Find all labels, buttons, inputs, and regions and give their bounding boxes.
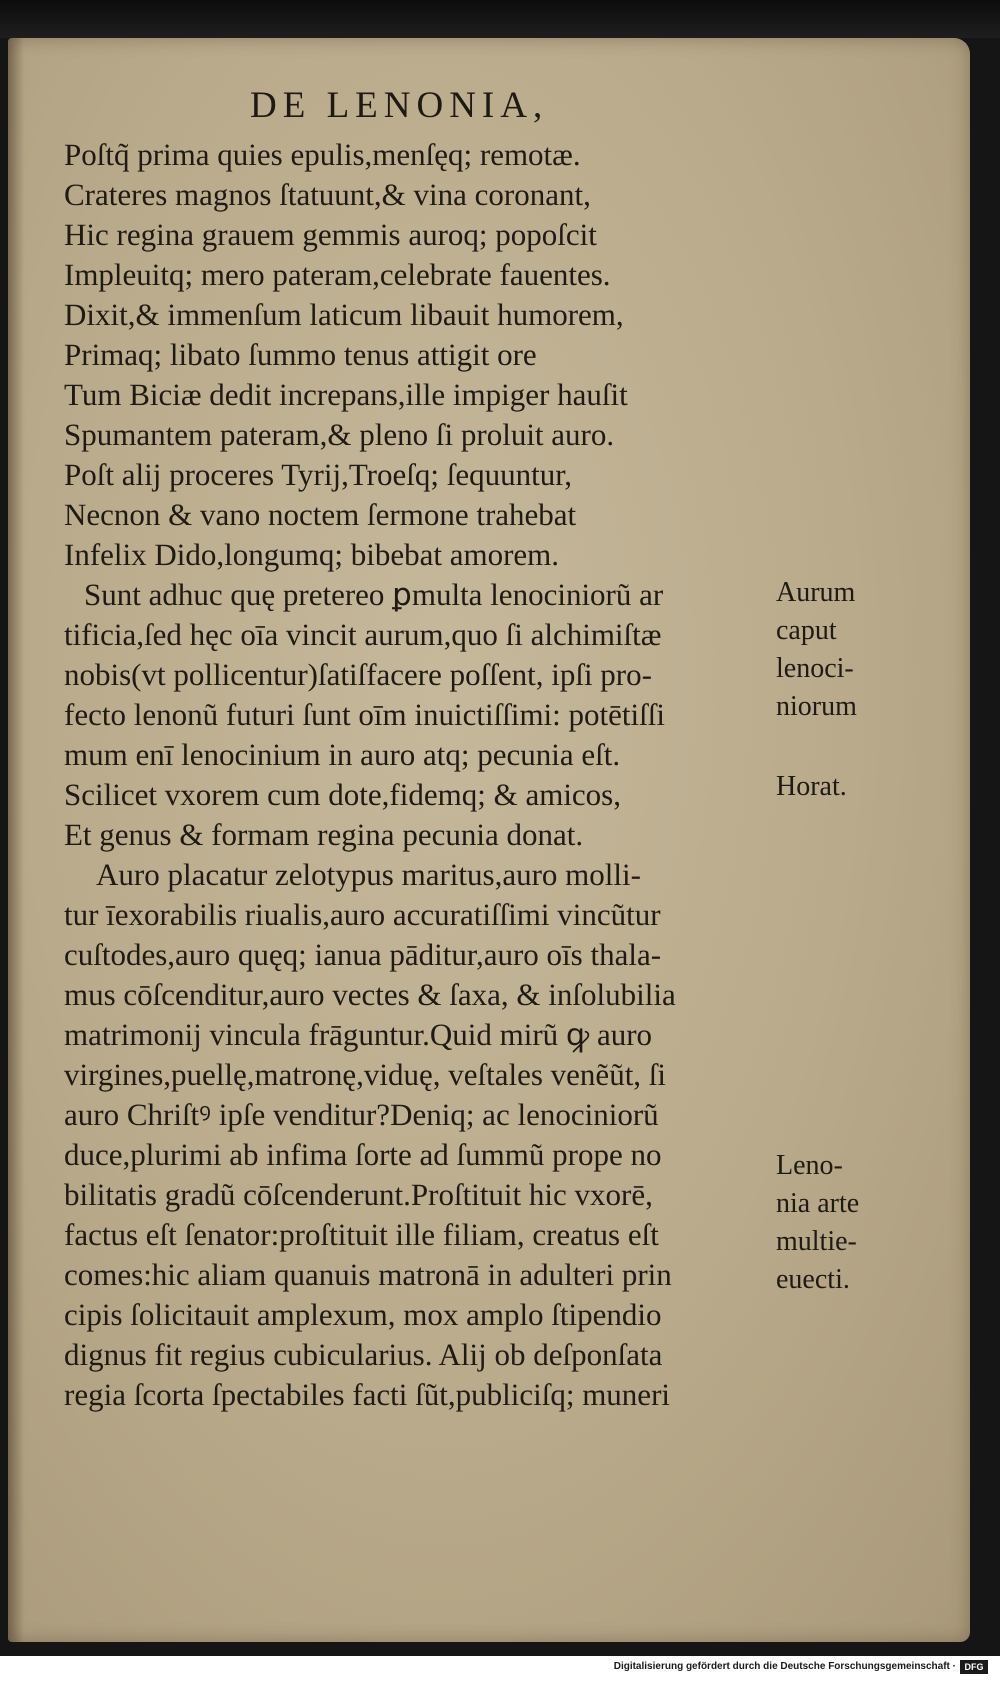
text-line: matrimonij vincula frāguntur.Quid mirũ ꝙ auro — [64, 1017, 653, 1052]
margin-note-aurum — [776, 574, 916, 726]
text-line: Scilicet vxorem cum dote,fidemq; & amicos, — [64, 777, 622, 812]
text-line: Tum Biciæ dedit increpans,ille impiger hauſit — [64, 377, 628, 412]
text-line: virgines,puellę,matronę,viduę, veſtales venẽũt, ſi — [64, 1057, 667, 1092]
text-line: Primaq; libato ſummo tenus attigit ore — [64, 337, 537, 372]
text-line: auro Chriſtꝰ ipſe venditur?Deniq; ac lenociniorũ — [64, 1097, 659, 1132]
margin-note-line: lenoci- — [776, 653, 854, 684]
margin-note-lenonia — [776, 1147, 916, 1299]
text-line: Et genus & formam regina pecunia donat. — [64, 817, 584, 852]
text-line: cipis ſolicitauit amplexum, mox amplo ſtipendio — [64, 1297, 662, 1332]
margin-note-line: Aurum — [776, 577, 856, 608]
margin-note-line: caput — [776, 615, 837, 646]
text-line: Hic regina grauem gemmis auroq; popoſcit — [64, 217, 597, 252]
text-line: comes:hic aliam quanuis matronā in adulteri prin — [64, 1257, 672, 1292]
text-line: factus eſt ſenator:proſtituit ille filiam, creatus eſt — [64, 1217, 659, 1252]
margin-note-line: niorum — [776, 691, 857, 722]
text-line: dignus fit regius cubicularius. Alij ob deſponſata — [64, 1337, 663, 1372]
binding-shadow — [0, 0, 1000, 38]
text-line: Necnon & vano noctem ſermone trahebat — [64, 497, 577, 532]
text-line: mum enī lenocinium in auro atq; pecunia eſt. — [64, 737, 621, 772]
text-line: Spumantem pateram,& pleno ſi proluit auro. — [64, 417, 615, 452]
text-line: regia ſcorta ſpectabiles facti ſũt,publiciſq; muneri — [64, 1377, 670, 1412]
margin-note-line: Horat. — [776, 771, 847, 802]
running-head: DE LENONIA, — [250, 85, 549, 126]
page-body-text — [64, 135, 764, 1415]
margin-note-line: euecti. — [776, 1264, 850, 1295]
margin-note-line: nia arte — [776, 1188, 860, 1219]
text-line: Crateres magnos ſtatuunt,& vina coronant, — [64, 177, 591, 212]
text-line: Poſt alij proceres Tyrij,Troeſq; ſequuntur, — [64, 457, 573, 492]
text-line: fecto lenonũ futuri ſunt oīm inuictiſſimi: potētiſſi — [64, 697, 665, 732]
text-line: mus cōſcenditur,auro vectes & ſaxa, & inſolubilia — [64, 977, 676, 1012]
text-line: Sunt adhuc quę pretereo ꝑmulta lenociniorũ ar — [84, 577, 664, 612]
text-line: nobis(vt pollicentur)ſatiſfacere poſſent, ipſi pro- — [64, 657, 652, 692]
footer-bar — [0, 1656, 1000, 1681]
text-line: Auro placatur zelotypus maritus,auro molli- — [96, 857, 641, 892]
text-line: tur īexorabilis riualis,auro accuratiſſimi vincũtur — [64, 897, 661, 932]
text-line: bilitatis gradũ cōſcenderunt.Proſtituit hic vxorē, — [64, 1177, 653, 1212]
text-line: Impleuitq; mero pateram,celebrate fauentes. — [64, 257, 611, 292]
text-line: Infelix Dido,longumq; bibebat amorem. — [64, 537, 560, 572]
funding-credit: Digitalisierung gefördert durch die Deutsche Forschungsgemeinschaft · — [613, 1661, 956, 1672]
page-gutter — [8, 38, 24, 1642]
dfg-logo: DFG — [960, 1660, 988, 1674]
margin-note-horat — [776, 768, 916, 806]
text-line: Poſtq̃ prima quies epulis,menſęq; remotæ. — [64, 137, 581, 172]
margin-note-line: Leno- — [776, 1150, 843, 1181]
text-line: tificia,ſed hęc oīa vincit aurum,quo ſi alchimiſtæ — [64, 617, 662, 652]
text-line: duce,plurimi ab infima ſorte ad ſummũ prope no — [64, 1137, 662, 1172]
text-line: cuſtodes,auro quęq; ianua pāditur,auro oīs thala- — [64, 937, 662, 972]
text-line: Dixit,& immenſum laticum libauit humorem, — [64, 297, 624, 332]
margin-note-line: multie- — [776, 1226, 857, 1257]
